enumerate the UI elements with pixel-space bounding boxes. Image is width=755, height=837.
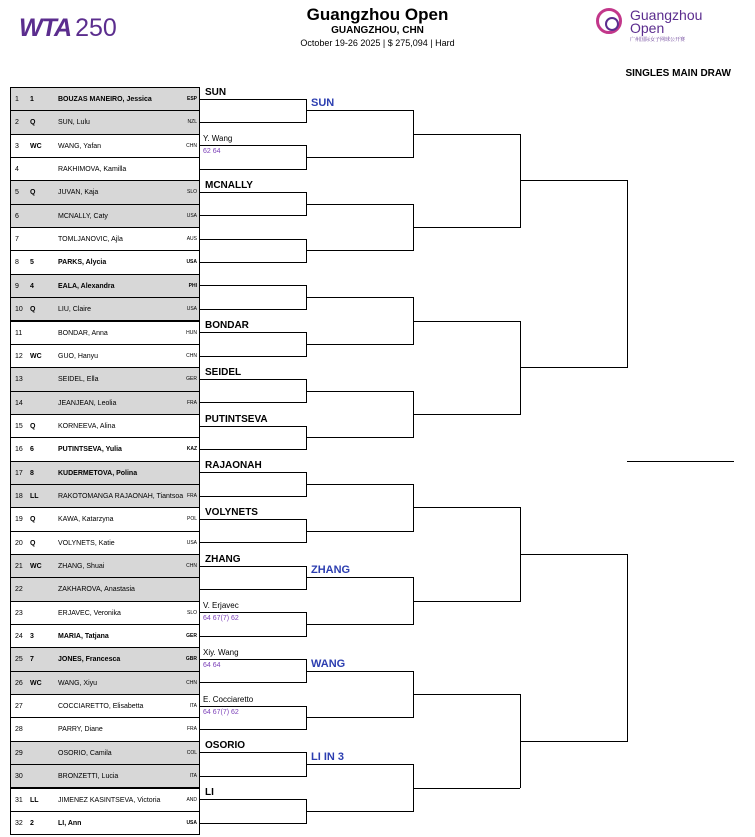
country-code: CHN: [186, 352, 197, 359]
draw-position: 16: [15, 446, 23, 454]
bracket-line: [307, 577, 413, 578]
player-name: MARIA, Tatjana: [58, 633, 109, 641]
bracket-line: [307, 764, 413, 765]
country-code: USA: [186, 819, 197, 826]
country-code: USA: [186, 259, 197, 266]
tournament-info: October 19-26 2025 | $ 275,094 | Hard: [300, 38, 455, 48]
round2-score: 64 67(7) 62: [203, 615, 239, 623]
draw-row: [10, 204, 200, 228]
bracket-line: [200, 449, 306, 450]
bracket-line: [200, 799, 306, 800]
country-code: GER: [186, 376, 197, 383]
draw-row: [10, 227, 200, 251]
bracket-line: [414, 694, 520, 695]
draw-row: [10, 180, 200, 204]
draw-position: 31: [15, 796, 23, 804]
draw-row: [10, 391, 200, 415]
player-name: PUTINTSEVA, Yulia: [58, 446, 122, 454]
player-name: KUDERMETOVA, Polina: [58, 469, 138, 477]
bracket-line: [200, 752, 306, 753]
bracket-line: [200, 612, 306, 613]
country-code: USA: [186, 212, 197, 219]
bracket-line: [307, 110, 413, 111]
draw-position: 15: [15, 422, 23, 430]
draw-position: 29: [15, 749, 23, 757]
player-name: ZAKHAROVA, Anastasia: [58, 586, 135, 594]
player-name: KORNEEVA, Alina: [58, 422, 116, 430]
country-code: KAZ: [186, 446, 197, 453]
country-code: HUN: [186, 329, 197, 336]
draw-position: 2: [15, 119, 19, 127]
bracket-line: [307, 437, 413, 438]
draw-row: [10, 601, 200, 625]
draw-row: [10, 507, 200, 531]
player-name: OSORIO, Camila: [58, 749, 112, 757]
draw-position: 17: [15, 469, 23, 477]
bracket-line: [307, 531, 413, 532]
country-code: GER: [186, 633, 197, 640]
round2-winner: PUTINTSEVA: [205, 413, 268, 425]
country-code: PHI: [188, 282, 197, 289]
guangzhou-open-logo: Guangzhou Open 广州国际女子网球公开赛: [596, 8, 716, 46]
quarterfinal-winner: WANG: [311, 657, 346, 670]
round2-winner: BONDAR: [205, 320, 249, 332]
player-name: LIU, Claire: [58, 306, 92, 314]
round2-winner: VOLYNETS: [205, 506, 258, 518]
quarterfinal-winner: SUN: [311, 97, 335, 110]
player-name: BONDAR, Anna: [58, 329, 108, 337]
bracket-line: [627, 180, 628, 368]
draw-row: [10, 274, 200, 298]
bracket-line: [200, 589, 306, 590]
country-code: CHN: [186, 142, 197, 149]
round2-winner: RAJAONAH: [205, 460, 262, 472]
bracket-line: [307, 344, 413, 345]
seed-tag: Q: [30, 306, 36, 314]
country-code: AUS: [186, 236, 197, 243]
player-name: LI, Ann: [58, 819, 82, 827]
player-name: SEIDEL, Ella: [58, 376, 99, 384]
bracket-line: [627, 461, 734, 462]
country-code: POL: [186, 516, 197, 523]
bracket-line: [307, 204, 413, 205]
draw-row: [10, 157, 200, 181]
bracket-line: [200, 169, 306, 170]
draw-position: 8: [15, 259, 19, 267]
draw-row: [10, 764, 200, 788]
country-code: COL: [186, 749, 197, 756]
player-name: JIMENEZ KASINTSEVA, Victoria: [58, 796, 161, 804]
round2-score: 64 64: [203, 662, 221, 670]
country-code: NZL: [187, 119, 197, 126]
bracket-line: [200, 682, 306, 683]
round2-score: 64 67(7) 62: [203, 708, 239, 716]
draw-row: [10, 134, 200, 158]
draw-row: [10, 717, 200, 741]
draw-row: [10, 554, 200, 578]
country-code: ITA: [189, 773, 197, 780]
bracket-line: [200, 706, 306, 707]
bracket-line: [200, 262, 306, 263]
bracket-line: [307, 391, 413, 392]
bracket-line: [200, 356, 306, 357]
player-name: PARKS, Alycia: [58, 259, 107, 267]
draw-position: 25: [15, 656, 23, 664]
country-code: USA: [186, 539, 197, 546]
tournament-title: Guangzhou Open: [306, 5, 449, 24]
player-name: KAWA, Katarzyna: [58, 516, 114, 524]
draw-row: [10, 741, 200, 765]
bracket-line: [200, 99, 306, 100]
bracket-line: [200, 472, 306, 473]
player-name: ERJAVEC, Veronika: [58, 609, 121, 617]
draw-position: 3: [15, 142, 19, 150]
bracket-line: [200, 496, 306, 497]
player-name: ZHANG, Shuai: [58, 563, 105, 570]
round2-winner: SUN: [205, 86, 227, 98]
bracket-line: [200, 519, 306, 520]
draw-row: [10, 531, 200, 555]
bracket-line: [200, 215, 306, 216]
tournament-city: GUANGZHOU, CHN: [331, 25, 424, 36]
bracket-line: [627, 554, 628, 742]
bracket-line: [414, 227, 520, 228]
seed-tag: 3: [30, 633, 34, 641]
player-name: RAKHIMOVA, Kamilla: [58, 166, 127, 174]
quarterfinal-winner: ZHANG: [311, 564, 351, 577]
draw-row: [10, 811, 200, 835]
seed-tag: 5: [30, 259, 34, 267]
draw-row: [10, 437, 200, 461]
player-name: BOUZAS MANEIRO, Jessica: [58, 96, 152, 103]
draw-position: 23: [15, 609, 23, 617]
seed-tag: LL: [30, 796, 39, 804]
seed-tag: WC: [30, 563, 42, 570]
country-code: FRA: [187, 492, 197, 499]
round2-score: 62 64: [203, 148, 221, 156]
bracket-line: [200, 542, 306, 543]
bracket-line: [200, 729, 306, 730]
draw-position: 13: [15, 376, 23, 384]
draw-label: SINGLES MAIN DRAW: [625, 68, 731, 79]
bracket-line: [200, 402, 306, 403]
draw-position: 22: [15, 586, 23, 594]
seed-tag: Q: [30, 539, 36, 547]
round2-winner: ZHANG: [205, 553, 241, 565]
bracket-line: [521, 741, 627, 742]
country-code: GBR: [185, 656, 197, 663]
country-code: SLO: [186, 189, 197, 196]
country-code: CHN: [186, 679, 197, 686]
seed-tag: 2: [30, 819, 34, 827]
bracket-line: [307, 811, 413, 812]
country-code: AND: [186, 796, 197, 803]
country-code: USA: [186, 306, 197, 313]
country-code: FRA: [187, 399, 197, 406]
draw-row: [10, 110, 200, 134]
draw-row: [10, 250, 200, 274]
player-name: SUN, Lulu: [58, 119, 90, 127]
bracket-line: [200, 426, 306, 427]
player-name: WANG, Xiyu: [58, 679, 98, 687]
seed-tag: WC: [30, 352, 42, 360]
draw-row: [10, 321, 200, 345]
bracket-line: [307, 250, 413, 251]
country-code: FRA: [187, 726, 197, 733]
seed-tag: 8: [30, 469, 34, 477]
player-name: PARRY, Diane: [58, 726, 103, 734]
draw-row: [10, 484, 200, 508]
bracket-line: [200, 309, 306, 310]
bracket-line: [200, 332, 306, 333]
round2-winner: SEIDEL: [205, 366, 242, 378]
draw-row: [10, 788, 200, 812]
seed-tag: Q: [30, 119, 36, 127]
bracket-line: [414, 788, 520, 789]
draw-row: [10, 297, 200, 321]
draw-row: [10, 671, 200, 695]
bracket-line: [414, 507, 520, 508]
draw-position: 18: [15, 492, 23, 500]
draw-position: 24: [15, 633, 23, 641]
seed-tag: 6: [30, 446, 34, 454]
player-name: VOLYNETS, Katie: [58, 539, 115, 547]
draw-position: 28: [15, 726, 23, 734]
bracket-line: [521, 180, 627, 181]
draw-position: 19: [15, 516, 23, 524]
seed-tag: LL: [30, 492, 39, 500]
round2-winner: LI: [205, 787, 214, 799]
draw-position: 32: [15, 819, 23, 827]
quarterfinal-winner: LI IN 3: [311, 751, 345, 764]
draw-position: 11: [15, 329, 23, 337]
draw-position: 1: [15, 96, 19, 103]
country-code: SLO: [186, 609, 197, 616]
bracket-line: [200, 379, 306, 380]
draw-position: 20: [15, 539, 23, 547]
round2-winner: MCNALLY: [205, 180, 253, 192]
country-code: ITA: [189, 703, 197, 710]
draw-row: [10, 87, 200, 111]
seed-tag: 1: [30, 96, 34, 103]
bracket-line: [414, 134, 520, 135]
round2-result-name: V. Erjavec: [203, 601, 239, 611]
draw-row: [10, 461, 200, 485]
draw-position: 5: [15, 189, 19, 197]
player-name: GUO, Hanyu: [58, 352, 99, 360]
round2-result-name: E. Cocciaretto: [203, 694, 254, 704]
draw-row: [10, 624, 200, 648]
seed-tag: 4: [30, 282, 34, 290]
seed-tag: Q: [30, 422, 36, 430]
draw-position: 6: [15, 212, 19, 220]
draw-row: [10, 577, 200, 601]
bracket-line: [200, 192, 306, 193]
player-name: JUVAN, Kaja: [58, 189, 99, 197]
seed-tag: Q: [30, 516, 36, 524]
player-name: RAKOTOMANGA RAJAONAH, Tiantsoa: [58, 492, 184, 500]
player-name: EALA, Alexandra: [58, 282, 115, 290]
draw-position: 7: [15, 236, 19, 244]
draw-row: [10, 367, 200, 391]
bracket-line: [307, 297, 413, 298]
round2-result-name: Y. Wang: [203, 134, 233, 144]
bracket-line: [307, 157, 413, 158]
draw-position: 30: [15, 773, 23, 781]
wta-250-logo: WTA 250: [19, 14, 117, 42]
bracket-line: [521, 554, 627, 555]
seed-tag: WC: [30, 142, 42, 150]
draw-row: [10, 694, 200, 718]
draw-position: 21: [15, 563, 23, 570]
draw-position: 4: [15, 166, 19, 174]
player-name: JEANJEAN, Leolia: [58, 399, 117, 407]
player-name: COCCIARETTO, Elisabetta: [58, 703, 144, 711]
bracket-line: [200, 776, 306, 777]
bracket-line: [414, 414, 520, 415]
draw-position: 14: [15, 399, 23, 407]
bracket-line: [307, 671, 413, 672]
player-name: JONES, Francesca: [58, 656, 121, 664]
bracket-line: [200, 145, 306, 146]
bracket-line: [521, 367, 627, 368]
seed-tag: 7: [30, 656, 34, 664]
bracket-line: [307, 717, 413, 718]
draw-position: 26: [15, 679, 23, 687]
bracket-line: [414, 321, 520, 322]
bracket-line: [414, 601, 520, 602]
player-name: WANG, Yafan: [58, 142, 102, 150]
draw-position: 27: [15, 703, 23, 711]
draw-position: 10: [15, 306, 23, 314]
draw-position: 9: [15, 282, 19, 290]
draw-row: [10, 414, 200, 438]
player-name: BRONZETTI, Lucia: [58, 773, 119, 781]
bracket-line: [200, 285, 306, 286]
country-code: CHN: [186, 563, 197, 569]
bracket-line: [200, 636, 306, 637]
bracket-line: [200, 659, 306, 660]
bracket-line: [200, 122, 306, 123]
player-name: TOMLJANOVIC, Ajla: [58, 236, 123, 244]
round2-winner: OSORIO: [205, 740, 246, 752]
bracket-line: [200, 823, 306, 824]
round2-result-name: Xiy. Wang: [203, 648, 239, 658]
country-code: ESP: [186, 96, 197, 102]
bracket-line: [200, 239, 306, 240]
bracket-line: [307, 484, 413, 485]
draw-row: [10, 344, 200, 368]
draw-row: [10, 647, 200, 671]
draw-position: 12: [15, 352, 23, 360]
bracket-line: [307, 624, 413, 625]
seed-tag: WC: [30, 679, 42, 687]
bracket-line: [200, 566, 306, 567]
seed-tag: Q: [30, 189, 36, 197]
player-name: MCNALLY, Caty: [58, 212, 108, 220]
